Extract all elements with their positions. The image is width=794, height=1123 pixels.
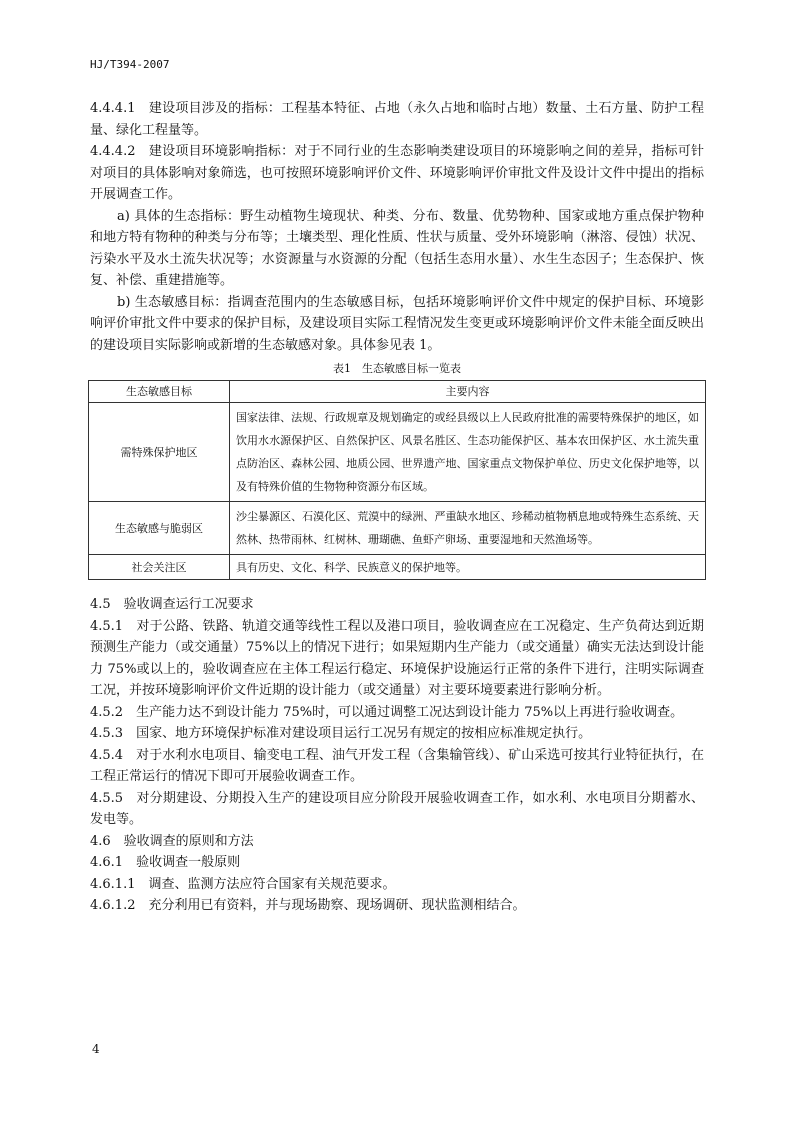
sensitive-targets-table (88, 380, 706, 580)
table-row (89, 403, 706, 502)
page-number: 4 (92, 1042, 100, 1056)
table-cell-content: 具有历史、文化、科学、民族意义的保护地等。 (230, 555, 706, 580)
heading-4-6-1: 4.6.1 验收调查一般原则 (90, 855, 241, 870)
document-code-header: HJ/T394-2007 (90, 58, 170, 71)
paragraph-4-5-2: 4.5.2 生产能力达不到设计能力 75%时，可以通过调整工况达到设计能力 75%以上再进行验收调查。 (90, 704, 684, 720)
table-header-row (89, 381, 706, 403)
table-cell-content: 沙尘暴源区、石漠化区、荒漠中的绿洲、严重缺水地区、珍稀动植物栖息地或特殊生态系统、天然林、热带雨林、红树林、珊瑚礁、鱼虾产卵场、重要湿地和天然渔场等。 (230, 502, 706, 555)
paragraph-4-5-4: 4.5.4 对于水利水电项目、输变电工程、油气开发工程（含集输管线）、矿山采选可按其行业特征执行，在工程正常运行的情况下即可开展验收调查工作。 (90, 747, 704, 784)
table-header-content: 主要内容 (230, 381, 706, 403)
paragraph-4-5-5: 4.5.5 对分期建设、分期投入生产的建设项目应分阶段开展验收调查工作，如水利、水电项目分期蓄水、发电等。 (90, 790, 704, 827)
paragraph-4-5-3: 4.5.3 国家、地方环境保护标准对建设项目运行工况另有规定的按相应标准规定执行。 (90, 726, 592, 741)
table-row (89, 502, 706, 555)
paragraph-item-a: a) 具体的生态指标：野生动植物生境现状、种类、分布、数量、优势物种、国家或地方重点保护物种和地方特有物种的种类与分布等；土壤类型、理化性质、性状与质量、受外环境影响（淋溶、侵蚀）状况、污染水平及水土流失状况等；水资源量与水资源的分配（包括生态用水量）、水生生态因子；生态保护、恢复、补偿、重建措施等。 (90, 208, 704, 288)
table-cell-category: 需特殊保护地区 (89, 403, 230, 502)
paragraph-4-4-4-2: 4.4.4.2 建设项目环境影响指标：对于不同行业的生态影响类建设项目的环境影响之间的差异，指标可针对项目的具体影响对象筛选，也可按照环境影响评价文件、环境影响评价审批文件及设计文件中提出的指标开展调查工作。 (90, 144, 704, 202)
paragraph-4-5-1: 4.5.1 对于公路、铁路、轨道交通等线性工程以及港口项目，验收调查应在工况稳定、生产负荷达到近期预测生产能力（或交通量）75%以上的情况下进行；如果短期内生产能力（或交通量）确实无法达到设计能力 75%或以上的，验收调查应在主体工程运行稳定、环境保护设施运行正常的条件下进行，注明实际调查工况，并按环境影响评价文件近期的设计能力（或交通量）对主要环境要素进行影响分析。 (90, 618, 704, 698)
paragraph-4-6-1-1: 4.6.1.1 调查、监测方法应符合国家有关规范要求。 (90, 876, 396, 892)
heading-4-5: 4.5 验收调查运行工况要求 (90, 597, 254, 612)
paragraph-4-6-1-2: 4.6.1.2 充分利用已有资料，并与现场勘察、现场调研、现状监测相结合。 (90, 898, 526, 913)
heading-4-6: 4.6 验收调查的原则和方法 (90, 833, 254, 849)
table-cell-category: 生态敏感与脆弱区 (89, 502, 230, 555)
table-cell-category: 社会关注区 (89, 555, 230, 580)
paragraph-item-b: b) 生态敏感目标：指调查范围内的生态敏感目标，包括环境影响评价文件中规定的保护目标、环境影响评价审批文件中要求的保护目标，及建设项目实际工程情况发生变更或环境影响评价文件未能全面反映出的建设项目实际影响或新增的生态敏感对象。具体参见表 1。 (90, 294, 704, 353)
section-4-5-4-6 (90, 594, 704, 917)
paragraph-4-4-4-1: 4.4.4.1 建设项目涉及的指标：工程基本特征、占地（永久占地和临时占地）数量、土石方量、防护工程量、绿化工程量等。 (90, 101, 704, 138)
table-cell-content: 国家法律、法规、行政规章及规划确定的或经县级以上人民政府批准的需要特殊保护的地区，如饮用水水源保护区、自然保护区、风景名胜区、生态功能保护区、基本农田保护区、水土流失重点防治区、森林公园、地质公园、世界遗产地、国家重点文物保护单位、历史文化保护地等，以及有特殊价值的生物物种资源分布区域。 (230, 403, 706, 502)
table-header-category: 生态敏感目标 (89, 381, 230, 403)
table-caption: 表1 生态敏感目标一览表 (333, 362, 461, 375)
page-content (90, 98, 704, 917)
table-row (89, 555, 706, 580)
